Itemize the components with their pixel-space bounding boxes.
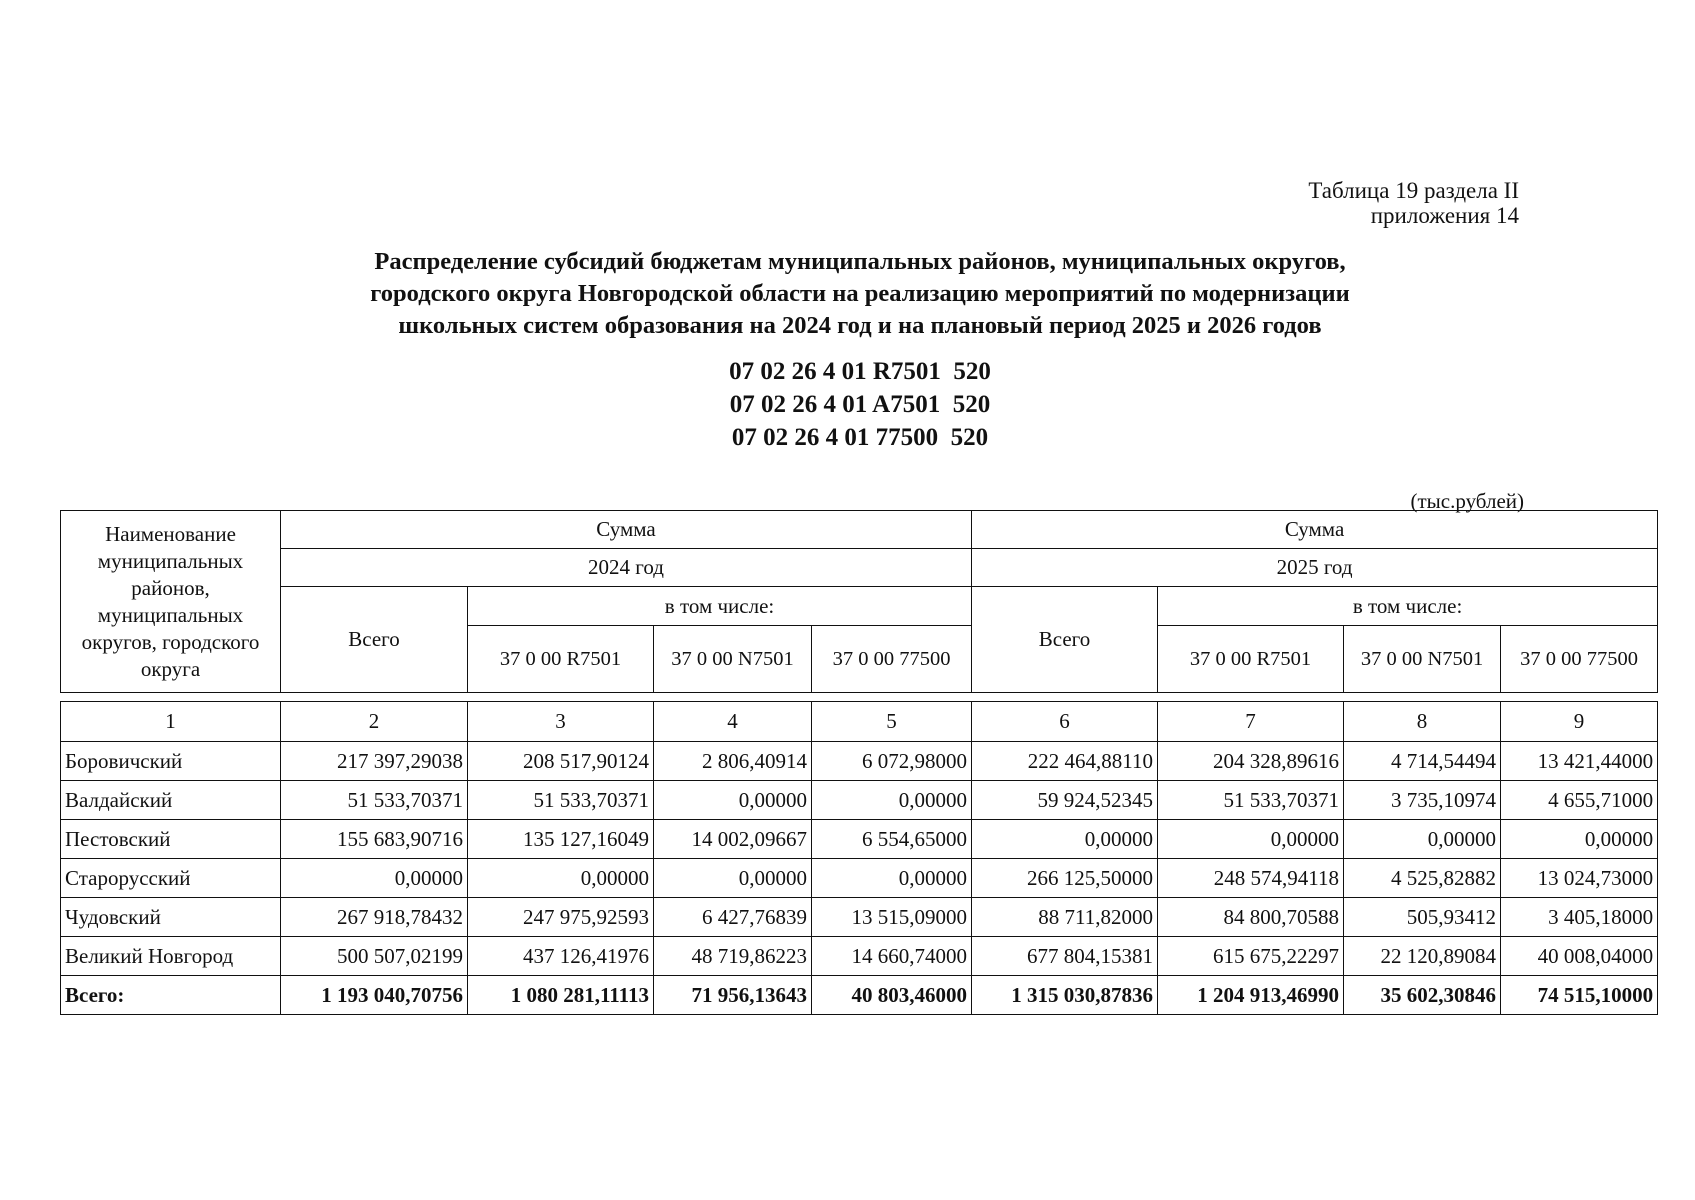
value-cell: 13 515,09000	[812, 898, 972, 937]
column-number-row	[61, 702, 1658, 742]
value-cell: 13 421,44000	[1501, 742, 1658, 781]
value-cell: 267 918,78432	[281, 898, 468, 937]
value-cell: 222 464,88110	[972, 742, 1158, 781]
table-row	[61, 820, 1658, 859]
value-cell: 500 507,02199	[281, 937, 468, 976]
value-cell: 677 804,15381	[972, 937, 1158, 976]
value-cell: 0,00000	[468, 859, 654, 898]
value-cell: 437 126,41976	[468, 937, 654, 976]
value-cell: 0,00000	[1501, 820, 1658, 859]
value-cell: 0,00000	[654, 781, 812, 820]
name-column-header: Наименование муниципальных районов, муниципальных округов, городского округа	[61, 511, 281, 693]
total-row	[61, 976, 1658, 1015]
table-row	[61, 898, 1658, 937]
title-line1: Распределение субсидий бюджетам муниципальных районов, муниципальных округов,	[374, 248, 1346, 275]
value-cell: 615 675,22297	[1158, 937, 1344, 976]
value-cell: 266 125,50000	[972, 859, 1158, 898]
value-cell: 14 660,74000	[812, 937, 972, 976]
title-line3: школьных систем образования на 2024 год и на плановый период 2025 и 2026 годов	[398, 312, 1322, 339]
code-header-2025-n7501: 37 0 00 N7501	[1344, 626, 1501, 693]
municipality-name: Великий Новгород	[61, 937, 281, 976]
table-body	[61, 742, 1658, 1015]
code-header-2025-77500: 37 0 00 77500	[1501, 626, 1658, 693]
value-cell: 6 072,98000	[812, 742, 972, 781]
table-row	[61, 742, 1658, 781]
value-cell: 1 315 030,87836	[972, 976, 1158, 1015]
value-cell: 0,00000	[812, 859, 972, 898]
municipality-name: Старорусский	[61, 859, 281, 898]
sum-header-2025: Сумма	[972, 511, 1658, 549]
table-row	[61, 859, 1658, 898]
value-cell: 35 602,30846	[1344, 976, 1501, 1015]
code-header-2024-r7501: 37 0 00 R7501	[468, 626, 654, 693]
including-header-2024: в том числе:	[468, 587, 972, 626]
subsidy-table	[60, 510, 1658, 1015]
sum-header-2024: Сумма	[281, 511, 972, 549]
value-cell: 247 975,92593	[468, 898, 654, 937]
value-cell: 13 024,73000	[1501, 859, 1658, 898]
value-cell: 51 533,70371	[281, 781, 468, 820]
value-cell: 4 525,82882	[1344, 859, 1501, 898]
unit-label: (тыс.рублей)	[1410, 489, 1524, 513]
value-cell: 4 655,71000	[1501, 781, 1658, 820]
value-cell: 1 204 913,46990	[1158, 976, 1344, 1015]
value-cell: 84 800,70588	[1158, 898, 1344, 937]
year-header-2024: 2024 год	[281, 549, 972, 587]
value-cell: 4 714,54494	[1344, 742, 1501, 781]
value-cell: 22 120,89084	[1344, 937, 1501, 976]
value-cell: 0,00000	[1344, 820, 1501, 859]
code-header-2024-n7501: 37 0 00 N7501	[654, 626, 812, 693]
column-number: 2	[281, 702, 468, 742]
value-cell: 59 924,52345	[972, 781, 1158, 820]
value-cell: 0,00000	[1158, 820, 1344, 859]
code-header-2025-r7501: 37 0 00 R7501	[1158, 626, 1344, 693]
value-cell: 2 806,40914	[654, 742, 812, 781]
column-number: 4	[654, 702, 812, 742]
municipality-name: Чудовский	[61, 898, 281, 937]
value-cell: 505,93412	[1344, 898, 1501, 937]
value-cell: 1 080 281,11113	[468, 976, 654, 1015]
value-cell: 208 517,90124	[468, 742, 654, 781]
value-cell: 74 515,10000	[1501, 976, 1658, 1015]
column-number: 9	[1501, 702, 1658, 742]
column-number: 8	[1344, 702, 1501, 742]
value-cell: 14 002,09667	[654, 820, 812, 859]
value-cell: 40 008,04000	[1501, 937, 1658, 976]
table-reference-line2: приложения 14	[1370, 203, 1519, 228]
total-header-2024: Всего	[281, 587, 468, 693]
table-row	[61, 781, 1658, 820]
value-cell: 1 193 040,70756	[281, 976, 468, 1015]
value-cell: 0,00000	[654, 859, 812, 898]
table-reference	[1308, 178, 1519, 228]
value-cell: 217 397,29038	[281, 742, 468, 781]
value-cell: 135 127,16049	[468, 820, 654, 859]
value-cell: 71 956,13643	[654, 976, 812, 1015]
value-cell: 248 574,94118	[1158, 859, 1344, 898]
budget-code-1: 07 02 26 4 01 R7501 520	[729, 358, 991, 385]
value-cell: 6 554,65000	[812, 820, 972, 859]
budget-codes	[0, 355, 1695, 454]
value-cell: 0,00000	[281, 859, 468, 898]
document-title	[0, 246, 1695, 342]
code-header-2024-77500: 37 0 00 77500	[812, 626, 972, 693]
budget-code-2: 07 02 26 4 01 A7501 520	[729, 391, 991, 418]
value-cell: 3 405,18000	[1501, 898, 1658, 937]
value-cell: 0,00000	[972, 820, 1158, 859]
value-cell: 40 803,46000	[812, 976, 972, 1015]
value-cell: 155 683,90716	[281, 820, 468, 859]
municipality-name: Валдайский	[61, 781, 281, 820]
budget-code-3: 07 02 26 4 01 77500 520	[731, 424, 989, 451]
municipality-name: Боровичский	[61, 742, 281, 781]
value-cell: 51 533,70371	[1158, 781, 1344, 820]
value-cell: 88 711,82000	[972, 898, 1158, 937]
including-header-2025: в том числе:	[1158, 587, 1658, 626]
municipality-name: Пестовский	[61, 820, 281, 859]
value-cell: 48 719,86223	[654, 937, 812, 976]
column-number: 3	[468, 702, 654, 742]
column-number: 7	[1158, 702, 1344, 742]
total-label: Всего:	[61, 976, 281, 1015]
value-cell: 3 735,10974	[1344, 781, 1501, 820]
year-header-2025: 2025 год	[972, 549, 1658, 587]
value-cell: 51 533,70371	[468, 781, 654, 820]
total-header-2025: Всего	[972, 587, 1158, 693]
title-line2: городского округа Новгородской области на реализацию мероприятий по модернизации	[370, 280, 1350, 307]
column-number: 1	[61, 702, 281, 742]
table-reference-line1: Таблица 19 раздела II	[1308, 178, 1519, 203]
column-number: 5	[812, 702, 972, 742]
value-cell: 6 427,76839	[654, 898, 812, 937]
table-row	[61, 937, 1658, 976]
value-cell: 0,00000	[812, 781, 972, 820]
column-number: 6	[972, 702, 1158, 742]
value-cell: 204 328,89616	[1158, 742, 1344, 781]
header-gap	[61, 693, 1658, 702]
